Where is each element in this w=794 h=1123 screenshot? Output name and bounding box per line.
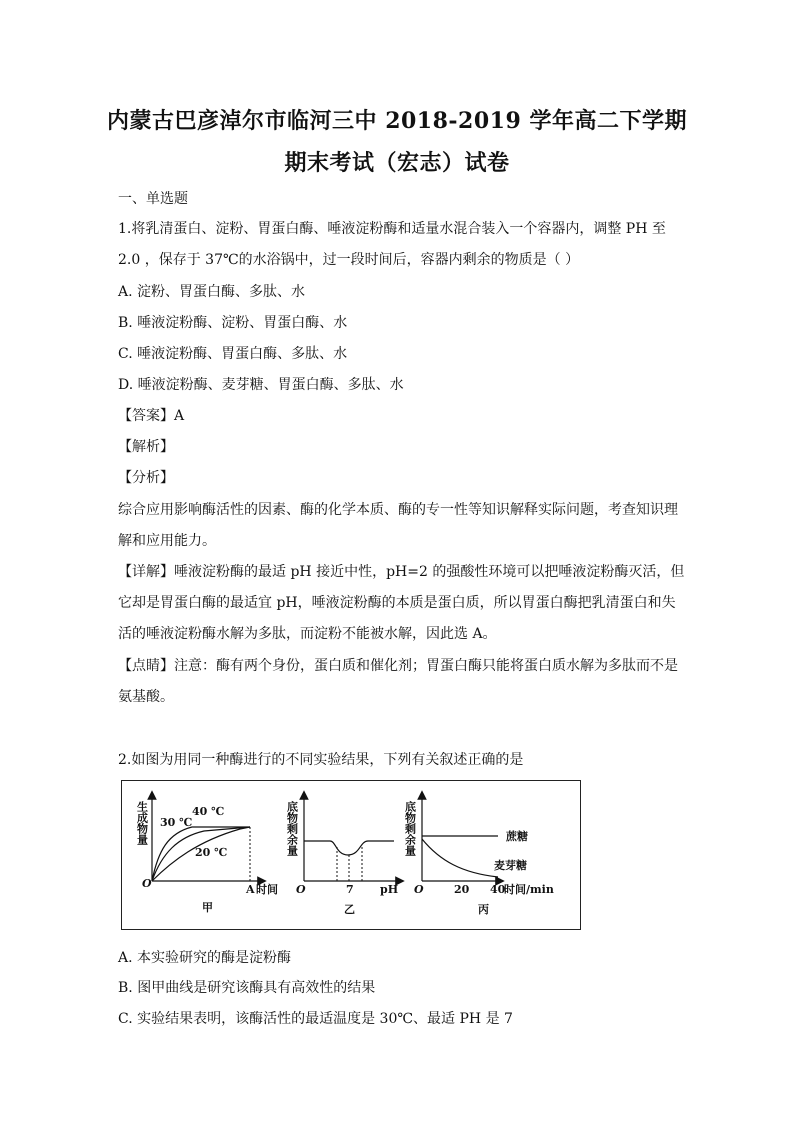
q1-fenxi-line2: 解和应用能力。 (118, 533, 216, 549)
q2-figure (121, 780, 581, 930)
paper-title-line1: 内蒙古巴彦淖尔市临河三中 2018-2019 学年高二下学期 (107, 108, 687, 134)
bing-x-tick-20: 20 (454, 883, 470, 896)
jia-label-20: 20 ℃ (195, 846, 228, 859)
yi-ylabel: 底物剩余量 (285, 801, 299, 856)
q1-dianjing-line2: 氨基酸。 (118, 689, 174, 705)
q2-option-c: C. 实验结果表明，该酶活性的最适温度是 30℃、最适 PH 是 7 (118, 1011, 513, 1027)
yi-curve (304, 841, 394, 855)
q1-stem-line2: 2.0 ，保存于 37℃的水浴锅中，过一段时间后，容器内剩余的物质是（ ） (118, 252, 580, 268)
q1-dianjing-line1: 【点睛】注意：酶有两个身份，蛋白质和催化剂；胃蛋白酶只能将蛋白质水解为多肽而不是 (118, 658, 678, 674)
jia-x-tick-a: A (246, 883, 255, 896)
panel-jia (136, 795, 279, 914)
q1-option-a: A. 淀粉、胃蛋白酶、多肽、水 (118, 284, 306, 300)
yi-caption: 乙 (344, 903, 355, 916)
jia-ylabel: 生成物量 (135, 801, 149, 845)
yi-origin: O (296, 883, 306, 896)
q2-option-a: A. 本实验研究的酶是淀粉酶 (118, 950, 292, 966)
paper-title-line2: 期末考试（宏志）试卷 (284, 150, 510, 176)
yi-x-tick-7: 7 (346, 883, 354, 896)
jia-label-30: 30 ℃ (160, 816, 193, 829)
q1-detail-line3: 活的唾液淀粉酶水解为多肽，而淀粉不能被水解，因此选 A。 (118, 626, 497, 642)
bing-xlabel: 时间/min (504, 883, 554, 896)
bing-caption: 丙 (478, 903, 489, 916)
bing-x-tick-40: 40 (490, 883, 506, 896)
panel-bing (404, 795, 554, 916)
q1-stem-line1: 1.将乳清蛋白、淀粉、胃蛋白酶、唾液淀粉酶和适量水混合装入一个容器内，调整 PH 至 (118, 221, 666, 237)
q1-answer: 【答案】A (118, 408, 185, 424)
bing-series-maltose: 麦芽糖 (494, 859, 527, 872)
yi-xlabel: pH (380, 883, 399, 896)
bing-series-sucrose: 蔗糖 (506, 830, 528, 843)
q1-jiexi: 【解析】 (118, 439, 174, 455)
q1-option-c: C. 唾液淀粉酶、胃蛋白酶、多肽、水 (118, 346, 348, 362)
q2-stem: 2.如图为用同一种酶进行的不同实验结果，下列有关叙述正确的是 (118, 752, 524, 768)
q2-option-b: B. 图甲曲线是研究该酶具有高效性的结果 (118, 980, 376, 996)
jia-xlabel: 时间 (256, 883, 278, 896)
jia-origin: O (142, 877, 152, 890)
q2-figure-svg (122, 781, 580, 929)
q1-fenxi-line1: 综合应用影响酶活性的因素、酶的化学本质、酶的专一性等知识解释实际问题，考查知识理 (118, 502, 678, 518)
q1-option-b: B. 唾液淀粉酶、淀粉、胃蛋白酶、水 (118, 315, 348, 331)
q1-option-d: D. 唾液淀粉酶、麦芽糖、胃蛋白酶、多肽、水 (118, 377, 404, 393)
section-heading: 一、单选题 (118, 191, 188, 207)
q1-detail-line2: 它却是胃蛋白酶的最适宜 pH，唾液淀粉酶的本质是蛋白质，所以胃蛋白酶把乳清蛋白和失 (118, 595, 676, 611)
q1-fenxi: 【分析】 (118, 470, 174, 486)
panel-yi (286, 795, 401, 916)
jia-label-40: 40 ℃ (192, 805, 225, 818)
jia-caption: 甲 (202, 901, 213, 914)
bing-curve-maltose (422, 839, 498, 877)
bing-ylabel: 底物剩余量 (403, 801, 417, 856)
q1-detail-line1: 【详解】唾液淀粉酶的最适 pH 接近中性，pH=2 的强酸性环境可以把唾液淀粉酶灭活，但 (118, 564, 685, 580)
bing-origin: O (414, 883, 424, 896)
